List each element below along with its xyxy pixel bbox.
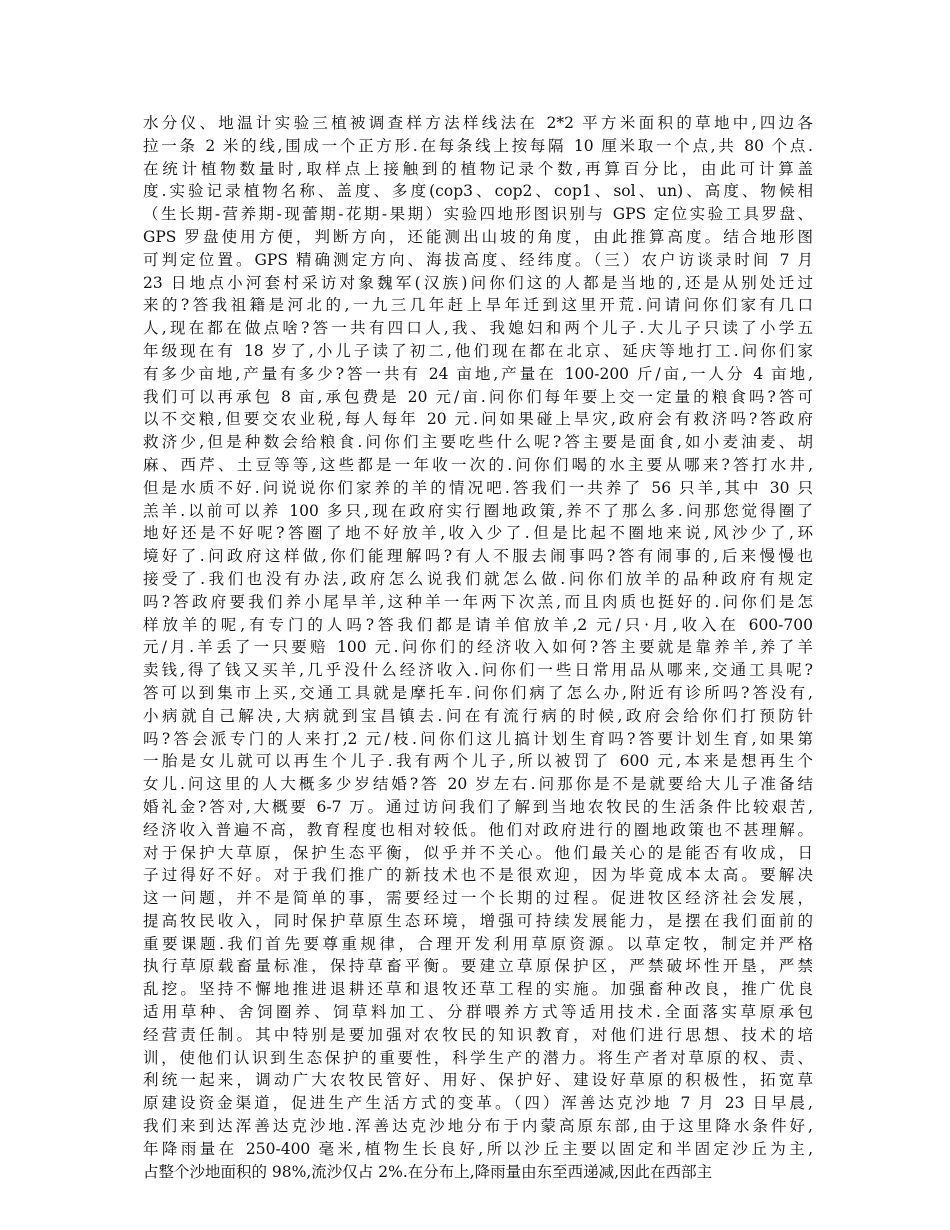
text-line: 有多少亩地,产量有多少?答一共有 24 亩地,产量在 100-200 斤/亩,一人分 4 亩地, [143, 364, 813, 383]
text-line: 来的?答我祖籍是河北的,一九三几年赶上旱年迁到这里开荒.问请问你们家有几口 [143, 296, 813, 315]
text-line: 适用草种、舍饲圈养、饲草料加工、分群喂养方式等适用技术.全面落实草原承包 [143, 1003, 813, 1022]
text-line: 这一问题，并不是简单的事，需要经过一个长期的过程。促进牧区经济社会发展， [143, 889, 813, 908]
text-line: 训，使他们认识到生态保护的重要性，科学生产的潜力。将生产者对草原的权、责、 [143, 1048, 813, 1067]
text-line: 麻、西芹、土豆等等,这些都是一年收一次的.问你们喝的水主要从哪来?答打水井, [143, 455, 813, 474]
text-line: （生长期-营养期-现蕾期-花期-果期）实验四地形图识别与 GPS 定位实验工具罗盘、 [143, 205, 813, 224]
text-line: 度.实验记录植物名称、盖度、多度(cop3、cop2、cop1、sol、un)、高度、物候相 [143, 182, 813, 201]
text-line: 对于保护大草原，保护生态平衡，似乎并不关心。他们最关心的是能否有收成，日 [143, 843, 813, 862]
text-line: 23 日地点小河套村采访对象魏军(汉族)问你们这的人都是当地的,还是从别处迁过 [143, 273, 813, 292]
text-line: 经营责任制。其中特别是要加强对农牧民的知识教育，对他们进行思想、技术的培 [143, 1025, 813, 1044]
text-line: 我们可以再承包 8 亩,承包费是 20 元/亩.问你们每年要上交一定量的粮食吗?答可 [143, 387, 813, 406]
text-line: 女儿.问这里的人大概多少岁结婚?答 20 岁左右.问那你是不是就要给大儿子准备结 [143, 775, 813, 794]
text-line: 占整个沙地面积的 98%,流沙仅占 2%.在分布上,降雨量由东至西递减,因此在西部主 [143, 1162, 713, 1181]
text-line: 吗?答会派专门的人来打,2 元/枝.问你们这儿搞计划生育吗?答要计划生育,如果第 [143, 729, 813, 748]
body-text [143, 112, 813, 1183]
text-line: 子过得好不好。对于我们推广的新技术也不是很欢迎，因为毕竟成本太高。要解决 [143, 866, 813, 885]
text-line: 婚礼金?答对,大概要 6-7 万。通过访问我们了解到当地农牧民的生活条件比较艰苦, [143, 797, 813, 816]
text-line: 救济少,但是种数会给粮食.问你们主要吃些什么呢?答主要是面食,如小麦油麦、胡 [143, 433, 813, 452]
text-line: 但是水质不好.问说说你们家养的羊的情况吧.答我们一共养了 56 只羊,其中 30 只 [143, 478, 813, 497]
text-line: 羔羊.以前可以养 100 多只,现在政府实行圈地政策,养不了那么多.问那您觉得圈了 [143, 501, 813, 520]
text-line: 小病就自己解决,大病就到宝昌镇去.问在有流行病的时候,政府会给你们打预防针 [143, 706, 813, 725]
text-line: 样放羊的呢,有专门的人吗?答我们都是请羊倌放羊,2 元/只·月,收入在 600-700 [143, 615, 813, 634]
text-line: 人,现在都在做点啥?答一共有四口人,我、我媳妇和两个儿子.大儿子只读了小学五 [143, 319, 813, 338]
text-line: 乱挖。坚持不懈地推进退耕还草和退牧还草工程的实施。加强畜种改良，推广优良 [143, 980, 813, 999]
text-line: 拉一条 2 米的线,围成一个正方形.在每条线上按每隔 10 厘米取一个点,共 80 个点. [143, 136, 813, 155]
text-line: 以不交粮,但要交农业税,每人每年 20 元.问如果碰上旱灾,政府会有救济吗?答政府 [143, 410, 813, 429]
text-line: 水分仪、地温计实验三植被调查样方法样线法在 2*2 平方米面积的草地中,四边各 [143, 114, 813, 132]
text-line: 年降雨量在 250-400 毫米,植物生长良好,所以沙丘主要以固定和半固定沙丘为主, [143, 1139, 813, 1158]
text-line: 可判定位置。GPS 精确测定方向、海拔高度、经纬度。（三）农户访谈录时间 7 月 [143, 250, 813, 269]
text-line: 我们来到达浑善达克沙地.浑善达克沙地分布于内蒙高原东部,由于这里降水条件好, [143, 1117, 813, 1136]
text-line: GPS 罗盘使用方便，判断方向，还能测出山坡的角度，由此推算高度。结合地形图 [143, 227, 813, 246]
text-line: 一胎是女儿就可以再生个儿子.我有两个儿子,所以被罚了 600 元,本来是想再生个 [143, 752, 813, 771]
text-line: 执行草原载畜量标准，保持草畜平衡。要建立草原保护区，严禁破坏性开垦，严禁 [143, 957, 813, 976]
text-line: 卖钱,得了钱又买羊,几乎没什么经济收入.问你们一些日常用品从哪来,交通工具呢? [143, 661, 813, 680]
text-line: 重要课题.我们首先要尊重规律，合理开发利用草原资源。以草定牧，制定并严格 [143, 934, 813, 953]
text-line: 经济收入普遍不高，教育程度也相对较低。他们对政府进行的圈地政策也不甚理解。 [143, 820, 813, 839]
text-line: 元/月.羊丢了一只要赔 100 元.问你们的经济收入如何?答主要就是靠养羊,养了羊 [143, 638, 813, 657]
text-line: 境好了.问政府这样做,你们能理解吗?有人不服去闹事吗?答有闹事的,后来慢慢也 [143, 547, 813, 566]
text-line: 接受了.我们也没有办法,政府怎么说我们就怎么做.问你们放羊的品种政府有规定 [143, 569, 813, 588]
text-line: 提高牧民收入，同时保护草原生态环境，增强可持续发展能力，是摆在我们面前的 [143, 911, 813, 930]
text-line: 利统一起来，调动广大农牧民管好、用好、保护好、建设好草原的积极性，拓宽草 [143, 1071, 813, 1090]
text-line: 答可以到集市上买,交通工具就是摩托车.问你们病了怎么办,附近有诊所吗?答没有, [143, 683, 813, 702]
text-line: 吗?答政府要我们养小尾旱羊,这种羊一年两下次羔,而且肉质也挺好的.问你们是怎 [143, 592, 813, 611]
text-line: 原建设资金渠道，促进生产生活方式的变革。（四）浑善达克沙地 7 月 23 日早晨, [143, 1094, 813, 1113]
text-line: 年级现在有 18 岁了,小儿子读了初二,他们现在都在北京、延庆等地打工.问你们家 [143, 341, 813, 360]
text-line: 在统计植物数量时,取样点上接触到的植物记录个数,再算百分比，由此可计算盖 [143, 159, 813, 178]
text-line: 地好还是不好呢?答圈了地不好放羊,收入少了.但是比起不圈地来说,风沙少了,环 [143, 524, 813, 543]
